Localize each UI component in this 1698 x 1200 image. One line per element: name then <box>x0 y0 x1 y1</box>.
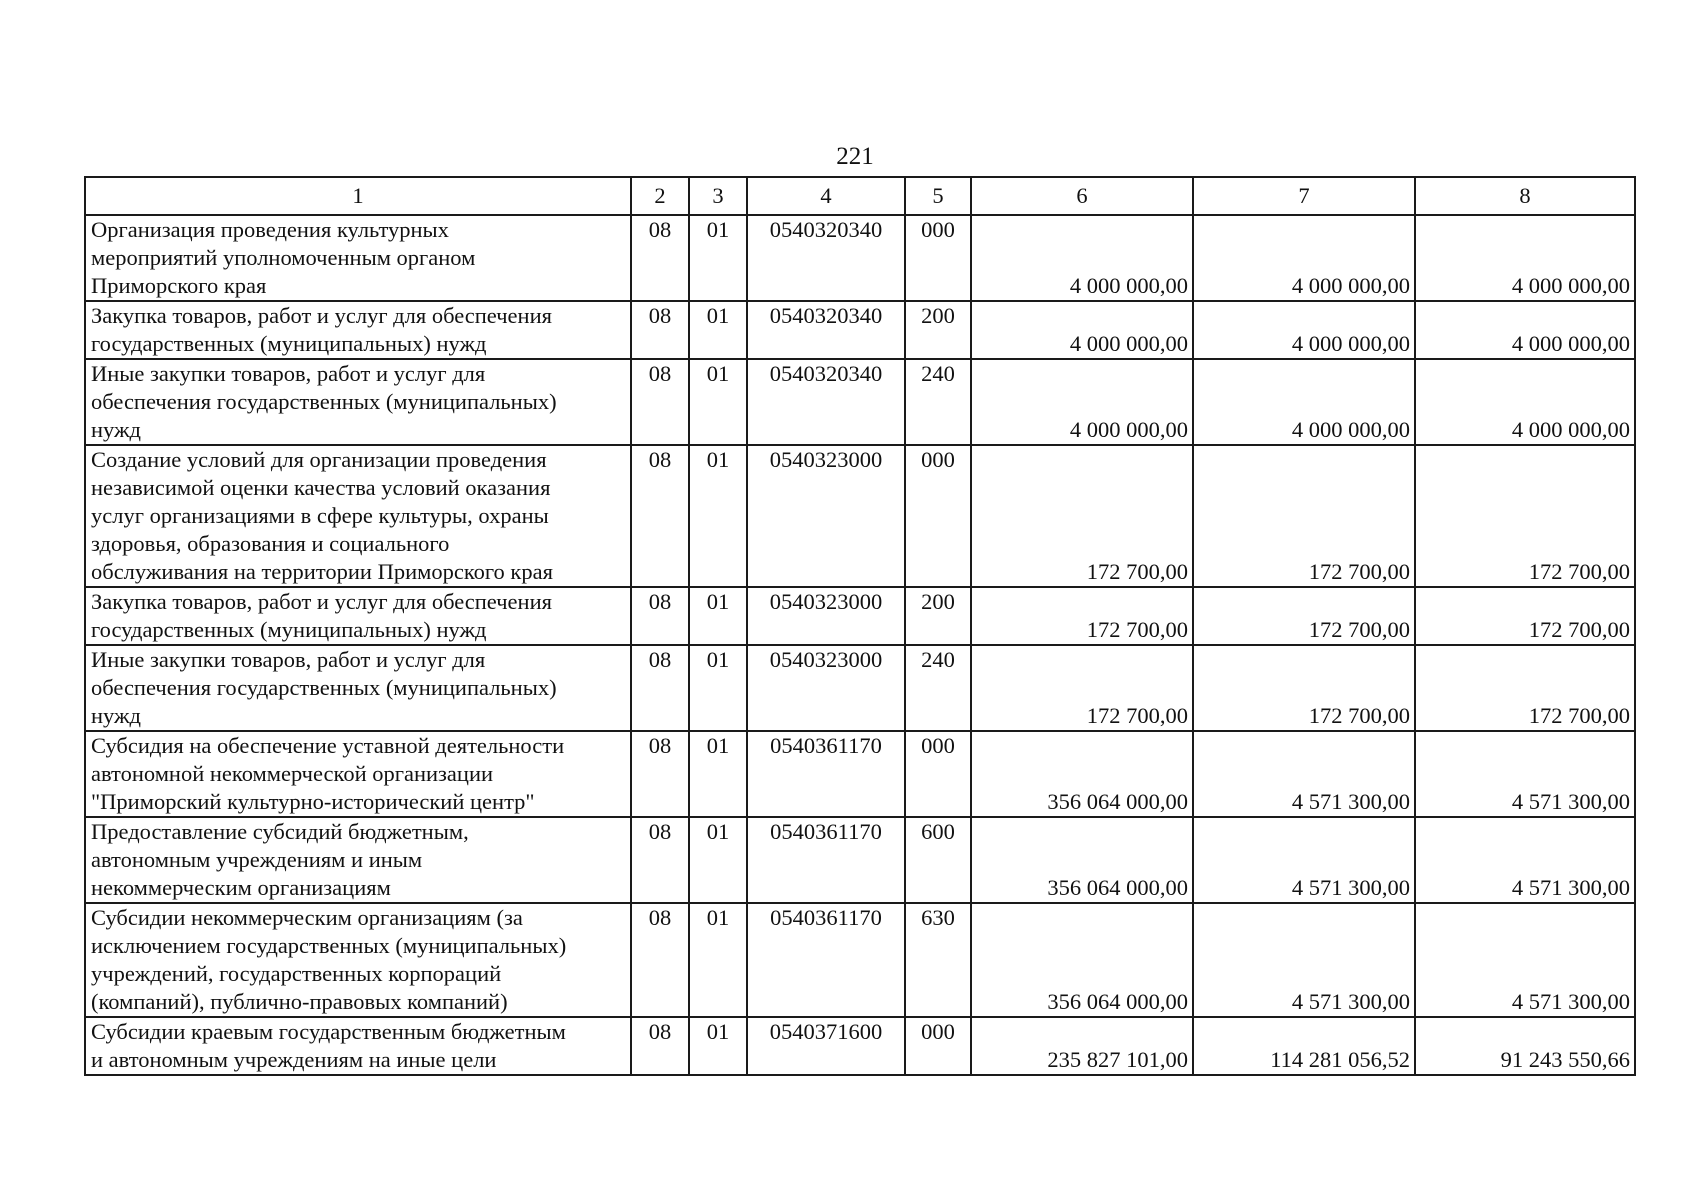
row-description <box>85 645 631 731</box>
amount-col-8: 172 700,00 <box>1415 445 1635 587</box>
amount-col-7: 172 700,00 <box>1193 645 1415 731</box>
amount-col-8: 4 000 000,00 <box>1415 359 1635 445</box>
target-article-code: 0540361170 <box>747 817 905 903</box>
expense-type-code: 240 <box>905 359 971 445</box>
expense-type-code: 200 <box>905 301 971 359</box>
amount-col-8: 4 000 000,00 <box>1415 301 1635 359</box>
section-code: 08 <box>631 301 689 359</box>
row-description <box>85 1017 631 1075</box>
description-line: автономным учреждениям и иным <box>91 847 423 872</box>
amount-col-6: 172 700,00 <box>971 445 1193 587</box>
section-code: 08 <box>631 731 689 817</box>
description-line: исключением государственных (муниципальных) <box>91 933 567 958</box>
description-line: Организация проведения культурных <box>91 217 449 242</box>
description-line: независимой оценки качества условий оказания <box>91 475 551 500</box>
description-line: Субсидии краевым государственным бюджетным <box>91 1019 566 1044</box>
expense-type-code: 000 <box>905 445 971 587</box>
column-header: 5 <box>905 177 971 215</box>
section-code: 08 <box>631 359 689 445</box>
amount-col-8: 4 571 300,00 <box>1415 731 1635 817</box>
amount-col-8: 4 000 000,00 <box>1415 215 1635 301</box>
target-article-code: 0540323000 <box>747 587 905 645</box>
amount-col-6: 356 064 000,00 <box>971 903 1193 1017</box>
budget-table <box>84 176 1636 1076</box>
amount-col-7: 4 571 300,00 <box>1193 731 1415 817</box>
row-description <box>85 301 631 359</box>
target-article-code: 0540320340 <box>747 359 905 445</box>
row-description <box>85 215 631 301</box>
expense-type-code: 000 <box>905 215 971 301</box>
amount-col-7: 4 571 300,00 <box>1193 817 1415 903</box>
section-code: 08 <box>631 817 689 903</box>
column-header: 2 <box>631 177 689 215</box>
description-line: Иные закупки товаров, работ и услуг для <box>91 647 486 672</box>
subsection-code: 01 <box>689 903 747 1017</box>
amount-col-6: 4 000 000,00 <box>971 359 1193 445</box>
amount-col-6: 172 700,00 <box>971 645 1193 731</box>
amount-col-7: 4 000 000,00 <box>1193 359 1415 445</box>
row-description <box>85 903 631 1017</box>
subsection-code: 01 <box>689 445 747 587</box>
amount-col-8: 4 571 300,00 <box>1415 903 1635 1017</box>
amount-col-7: 172 700,00 <box>1193 587 1415 645</box>
subsection-code: 01 <box>689 215 747 301</box>
description-line: учреждений, государственных корпораций <box>91 961 502 986</box>
column-header: 8 <box>1415 177 1635 215</box>
row-description <box>85 445 631 587</box>
amount-col-8: 172 700,00 <box>1415 645 1635 731</box>
target-article-code: 0540323000 <box>747 645 905 731</box>
amount-col-7: 4 000 000,00 <box>1193 215 1415 301</box>
description-line: Предоставление субсидий бюджетным, <box>91 819 469 844</box>
subsection-code: 01 <box>689 301 747 359</box>
description-line: Субсидия на обеспечение уставной деятельности <box>91 733 565 758</box>
row-description <box>85 817 631 903</box>
subsection-code: 01 <box>689 731 747 817</box>
description-line: Закупка товаров, работ и услуг для обеспечения <box>91 589 552 614</box>
row-description <box>85 587 631 645</box>
expense-type-code: 240 <box>905 645 971 731</box>
expense-type-code: 630 <box>905 903 971 1017</box>
amount-col-8: 172 700,00 <box>1415 587 1635 645</box>
expense-type-code: 000 <box>905 731 971 817</box>
section-code: 08 <box>631 1017 689 1075</box>
section-code: 08 <box>631 587 689 645</box>
amount-col-7: 4 000 000,00 <box>1193 301 1415 359</box>
subsection-code: 01 <box>689 587 747 645</box>
description-line: обеспечения государственных (муниципальных) <box>91 675 557 700</box>
subsection-code: 01 <box>689 817 747 903</box>
subsection-code: 01 <box>689 645 747 731</box>
description-line: Субсидии некоммерческим организациям (за <box>91 905 523 930</box>
target-article-code: 0540371600 <box>747 1017 905 1075</box>
amount-col-7: 172 700,00 <box>1193 445 1415 587</box>
amount-col-6: 172 700,00 <box>971 587 1193 645</box>
column-header: 7 <box>1193 177 1415 215</box>
amount-col-6: 235 827 101,00 <box>971 1017 1193 1075</box>
target-article-code: 0540320340 <box>747 215 905 301</box>
section-code: 08 <box>631 645 689 731</box>
amount-col-8: 4 571 300,00 <box>1415 817 1635 903</box>
description-line: нужд <box>91 703 141 728</box>
table-row <box>85 301 1635 359</box>
subsection-code: 01 <box>689 1017 747 1075</box>
description-line: "Приморский культурно-исторический центр" <box>91 789 535 814</box>
row-description <box>85 359 631 445</box>
page-number: 221 <box>836 143 874 170</box>
amount-col-6: 4 000 000,00 <box>971 215 1193 301</box>
description-line: (компаний), публично-правовых компаний) <box>91 989 508 1014</box>
subsection-code: 01 <box>689 359 747 445</box>
description-line: некоммерческим организациям <box>91 875 391 900</box>
description-line: нужд <box>91 417 141 442</box>
section-code: 08 <box>631 445 689 587</box>
table-row <box>85 359 1635 445</box>
table-row <box>85 903 1635 1017</box>
table-row <box>85 445 1635 587</box>
description-line: обслуживания на территории Приморского края <box>91 559 553 584</box>
amount-col-7: 114 281 056,52 <box>1193 1017 1415 1075</box>
table-row <box>85 817 1635 903</box>
description-line: услуг организациями в сфере культуры, охраны <box>91 503 549 528</box>
description-line: и автономным учреждениям на иные цели <box>91 1047 497 1072</box>
expense-type-code: 600 <box>905 817 971 903</box>
description-line: обеспечения государственных (муниципальных) <box>91 389 557 414</box>
amount-col-8: 91 243 550,66 <box>1415 1017 1635 1075</box>
amount-col-6: 356 064 000,00 <box>971 731 1193 817</box>
table-row <box>85 731 1635 817</box>
section-code: 08 <box>631 215 689 301</box>
amount-col-7: 4 571 300,00 <box>1193 903 1415 1017</box>
description-line: Иные закупки товаров, работ и услуг для <box>91 361 486 386</box>
target-article-code: 0540323000 <box>747 445 905 587</box>
column-header: 4 <box>747 177 905 215</box>
description-line: здоровья, образования и социального <box>91 531 450 556</box>
amount-col-6: 4 000 000,00 <box>971 301 1193 359</box>
target-article-code: 0540361170 <box>747 903 905 1017</box>
section-code: 08 <box>631 903 689 1017</box>
target-article-code: 0540361170 <box>747 731 905 817</box>
column-header: 1 <box>85 177 631 215</box>
table-row <box>85 215 1635 301</box>
description-line: автономной некоммерческой организации <box>91 761 494 786</box>
expense-type-code: 200 <box>905 587 971 645</box>
target-article-code: 0540320340 <box>747 301 905 359</box>
amount-col-6: 356 064 000,00 <box>971 817 1193 903</box>
description-line: Приморского края <box>91 273 267 298</box>
column-header: 6 <box>971 177 1193 215</box>
table-row <box>85 645 1635 731</box>
expense-type-code: 000 <box>905 1017 971 1075</box>
description-line: государственных (муниципальных) нужд <box>91 617 487 642</box>
description-line: мероприятий уполномоченным органом <box>91 245 476 270</box>
table-row <box>85 587 1635 645</box>
table-header-row <box>85 177 1635 215</box>
column-header: 3 <box>689 177 747 215</box>
description-line: Создание условий для организации проведения <box>91 447 547 472</box>
description-line: государственных (муниципальных) нужд <box>91 331 487 356</box>
row-description <box>85 731 631 817</box>
table-row <box>85 1017 1635 1075</box>
description-line: Закупка товаров, работ и услуг для обеспечения <box>91 303 552 328</box>
